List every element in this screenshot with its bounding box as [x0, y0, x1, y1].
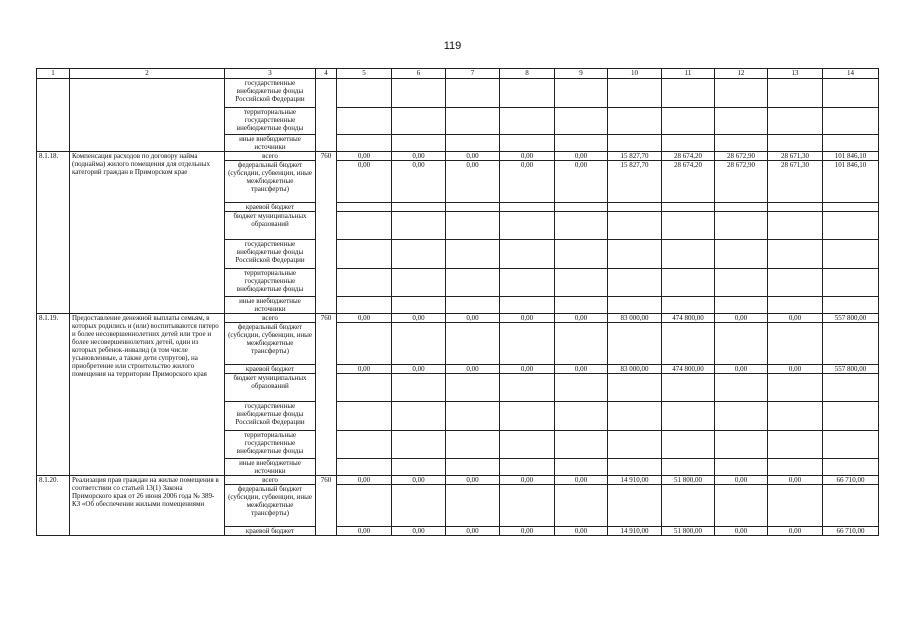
empty-cell [608, 240, 662, 269]
empty-cell [768, 297, 823, 314]
empty-cell [500, 79, 555, 108]
value-cell: 0,00 [555, 365, 608, 374]
value-cell: 0,00 [768, 365, 823, 374]
empty-cell [768, 323, 823, 365]
col-header: 12 [715, 69, 768, 79]
value-cell: 0,00 [555, 527, 608, 536]
value-cell: 83 000,00 [608, 365, 662, 374]
empty-cell [823, 459, 879, 476]
table-row [37, 314, 879, 323]
grbs-code: 760 [316, 152, 337, 314]
col-header: 3 [225, 69, 316, 79]
empty-cell [555, 240, 608, 269]
value-cell: 15 827,70 [608, 161, 662, 203]
empty-cell [608, 374, 662, 402]
funding-source: краевой бюджет [225, 365, 316, 374]
empty-cell [662, 485, 715, 527]
empty-cell [823, 374, 879, 402]
empty-cell [768, 135, 823, 152]
col-header: 6 [392, 69, 446, 79]
empty-cell [768, 108, 823, 135]
empty-cell [823, 485, 879, 527]
grbs-code: 760 [316, 314, 337, 476]
value-cell: 28 671,30 [768, 152, 823, 161]
col-header: 2 [70, 69, 225, 79]
table-row [37, 152, 879, 161]
value-cell: 83 000,00 [608, 314, 662, 323]
empty-cell [823, 269, 879, 297]
empty-cell [555, 402, 608, 431]
value-cell: 557 800,00 [823, 314, 879, 323]
empty-cell [608, 431, 662, 459]
empty-cell [823, 79, 879, 108]
empty-cell [768, 269, 823, 297]
empty-cell [608, 323, 662, 365]
value-cell: 0,00 [715, 476, 768, 485]
empty-cell [392, 135, 446, 152]
empty-cell [555, 203, 608, 212]
empty-cell [446, 323, 500, 365]
empty-cell [715, 203, 768, 212]
empty-cell [337, 402, 392, 431]
empty-cell [37, 79, 70, 152]
empty-cell [823, 135, 879, 152]
col-header: 1 [37, 69, 70, 79]
empty-cell [500, 297, 555, 314]
empty-cell [715, 269, 768, 297]
empty-cell [715, 108, 768, 135]
empty-cell [823, 431, 879, 459]
empty-cell [608, 203, 662, 212]
value-cell: 474 800,00 [662, 365, 715, 374]
value-cell: 0,00 [392, 152, 446, 161]
funding-source: государственные внебюджетные фонды Российской Федерации [225, 79, 316, 108]
value-cell: 28 674,20 [662, 161, 715, 203]
empty-cell [768, 212, 823, 240]
value-cell: 0,00 [500, 314, 555, 323]
empty-cell [555, 323, 608, 365]
value-cell: 0,00 [337, 527, 392, 536]
funding-source: федеральный бюджет (субсидии, субвенции, иные межбюджетные трансферты) [225, 323, 316, 365]
empty-cell [715, 79, 768, 108]
empty-cell [715, 374, 768, 402]
empty-cell [446, 212, 500, 240]
value-cell: 0,00 [555, 161, 608, 203]
empty-cell [662, 323, 715, 365]
financing-table [36, 68, 879, 536]
value-cell: 0,00 [555, 476, 608, 485]
empty-cell [446, 203, 500, 212]
empty-cell [555, 431, 608, 459]
value-cell: 0,00 [392, 161, 446, 203]
value-cell: 28 674,20 [662, 152, 715, 161]
col-header: 13 [768, 69, 823, 79]
empty-cell [823, 297, 879, 314]
funding-source: краевой бюджет [225, 203, 316, 212]
value-cell: 51 800,00 [662, 527, 715, 536]
empty-cell [337, 297, 392, 314]
empty-cell [608, 402, 662, 431]
empty-cell [715, 402, 768, 431]
value-cell: 14 910,00 [608, 476, 662, 485]
empty-cell [608, 297, 662, 314]
empty-cell [715, 212, 768, 240]
empty-cell [608, 269, 662, 297]
funding-source: федеральный бюджет (субсидии, субвенции, иные межбюджетные трансферты) [225, 485, 316, 527]
empty-cell [392, 374, 446, 402]
empty-cell [500, 374, 555, 402]
value-cell: 66 710,00 [823, 527, 879, 536]
empty-cell [337, 269, 392, 297]
value-cell: 0,00 [337, 152, 392, 161]
measure-name: Предоставление денежной выплаты семьям, в которых родились и (или) воспитываются пятеро и более несовершеннолетних детей или трое и более несовершеннолетних детей, один из которых ребенок-инвалид (в том числе усыновленные, а также дети супругов), на приобретение или строительство жилого помещения на территории Приморского края [70, 314, 225, 476]
empty-cell [446, 269, 500, 297]
page-number: 119 [443, 40, 462, 52]
empty-cell [768, 402, 823, 431]
empty-cell [823, 323, 879, 365]
empty-cell [608, 79, 662, 108]
empty-cell [392, 485, 446, 527]
empty-cell [555, 269, 608, 297]
value-cell: 0,00 [715, 365, 768, 374]
funding-source: иные внебюджетные источники [225, 135, 316, 152]
grbs-code: 760 [316, 476, 337, 536]
value-cell: 15 827,70 [608, 152, 662, 161]
funding-source: государственные внебюджетные фонды Российской Федерации [225, 240, 316, 269]
funding-source: бюджет муниципальных образований [225, 212, 316, 240]
empty-cell [446, 431, 500, 459]
empty-cell [555, 135, 608, 152]
empty-cell [823, 402, 879, 431]
value-cell: 0,00 [500, 365, 555, 374]
empty-cell [608, 459, 662, 476]
table-row [37, 79, 879, 108]
empty-cell [337, 79, 392, 108]
empty-cell [337, 431, 392, 459]
value-cell: 0,00 [446, 161, 500, 203]
value-cell: 0,00 [500, 152, 555, 161]
empty-cell [715, 459, 768, 476]
empty-cell [446, 135, 500, 152]
value-cell: 101 846,10 [823, 152, 879, 161]
empty-cell [555, 485, 608, 527]
funding-source: федеральный бюджет (субсидии, субвенции, иные межбюджетные трансферты) [225, 161, 316, 203]
empty-cell [337, 323, 392, 365]
value-cell: 0,00 [392, 527, 446, 536]
empty-cell [662, 135, 715, 152]
empty-cell [446, 240, 500, 269]
empty-cell [715, 135, 768, 152]
funding-source: иные внебюджетные источники [225, 459, 316, 476]
empty-cell [500, 240, 555, 269]
empty-cell [500, 323, 555, 365]
funding-source: всего [225, 314, 316, 323]
empty-cell [392, 431, 446, 459]
empty-cell [446, 297, 500, 314]
empty-cell [662, 297, 715, 314]
value-cell: 0,00 [768, 314, 823, 323]
value-cell: 14 910,00 [608, 527, 662, 536]
funding-source: всего [225, 152, 316, 161]
empty-cell [715, 297, 768, 314]
empty-cell [715, 323, 768, 365]
empty-cell [768, 459, 823, 476]
empty-cell [662, 459, 715, 476]
empty-cell [608, 212, 662, 240]
empty-cell [446, 79, 500, 108]
funding-source: бюджет муниципальных образований [225, 374, 316, 402]
empty-cell [500, 485, 555, 527]
empty-cell [392, 459, 446, 476]
measure-name: Компенсация расходов по договору найма (поднайма) жилого помещения для отдельных категорий граждан в Приморском крае [70, 152, 225, 314]
empty-cell [715, 485, 768, 527]
empty-cell [715, 431, 768, 459]
measure-code: 8.1.20. [37, 476, 70, 536]
empty-cell [337, 212, 392, 240]
empty-cell [337, 485, 392, 527]
value-cell: 0,00 [715, 314, 768, 323]
value-cell: 28 672,90 [715, 152, 768, 161]
empty-cell [500, 212, 555, 240]
col-header: 7 [446, 69, 500, 79]
empty-cell [337, 203, 392, 212]
empty-cell [446, 108, 500, 135]
empty-cell [446, 402, 500, 431]
empty-cell [446, 459, 500, 476]
measure-code: 8.1.19. [37, 314, 70, 476]
empty-cell [768, 485, 823, 527]
empty-cell [392, 79, 446, 108]
value-cell: 101 846,10 [823, 161, 879, 203]
empty-cell [446, 374, 500, 402]
empty-cell [768, 431, 823, 459]
value-cell: 0,00 [337, 476, 392, 485]
empty-cell [823, 212, 879, 240]
empty-cell [392, 402, 446, 431]
empty-cell [715, 240, 768, 269]
empty-cell [337, 240, 392, 269]
empty-cell [555, 459, 608, 476]
header-row [37, 69, 879, 79]
empty-cell [662, 431, 715, 459]
value-cell: 0,00 [500, 527, 555, 536]
value-cell: 0,00 [392, 314, 446, 323]
empty-cell [662, 212, 715, 240]
value-cell: 0,00 [446, 152, 500, 161]
funding-source: государственные внебюджетные фонды Российской Федерации [225, 402, 316, 431]
col-header: 5 [337, 69, 392, 79]
value-cell: 0,00 [768, 527, 823, 536]
empty-cell [768, 374, 823, 402]
funding-source: территориальные государственные внебюджетные фонды [225, 431, 316, 459]
value-cell: 0,00 [500, 476, 555, 485]
empty-cell [662, 402, 715, 431]
value-cell: 0,00 [446, 527, 500, 536]
funding-source: территориальные государственные внебюджетные фонды [225, 108, 316, 135]
value-cell: 0,00 [500, 161, 555, 203]
value-cell: 66 710,00 [823, 476, 879, 485]
empty-cell [555, 79, 608, 108]
empty-cell [500, 108, 555, 135]
empty-cell [662, 240, 715, 269]
funding-source: всего [225, 476, 316, 485]
col-header: 10 [608, 69, 662, 79]
empty-cell [500, 431, 555, 459]
empty-cell [316, 79, 337, 152]
table-row [37, 476, 879, 485]
empty-cell [392, 203, 446, 212]
value-cell: 0,00 [337, 314, 392, 323]
empty-cell [662, 203, 715, 212]
funding-source: краевой бюджет [225, 527, 316, 536]
empty-cell [337, 459, 392, 476]
empty-cell [662, 79, 715, 108]
value-cell: 0,00 [768, 476, 823, 485]
empty-cell [70, 79, 225, 152]
empty-cell [555, 374, 608, 402]
empty-cell [768, 240, 823, 269]
empty-cell [608, 135, 662, 152]
empty-cell [392, 297, 446, 314]
value-cell: 0,00 [392, 476, 446, 485]
measure-code: 8.1.18. [37, 152, 70, 314]
col-header: 9 [555, 69, 608, 79]
empty-cell [500, 203, 555, 212]
empty-cell [608, 108, 662, 135]
col-header: 11 [662, 69, 715, 79]
measure-name: Реализация прав граждан на жилые помещения в соответствии со статьей 13(1) Закона Приморского края от 26 июня 2006 года № 389-КЗ «Об обеспечении жилыми помещениями [70, 476, 225, 536]
empty-cell [500, 459, 555, 476]
empty-cell [555, 108, 608, 135]
empty-cell [500, 402, 555, 431]
empty-cell [392, 108, 446, 135]
empty-cell [337, 374, 392, 402]
empty-cell [823, 108, 879, 135]
empty-cell [392, 323, 446, 365]
empty-cell [662, 269, 715, 297]
value-cell: 28 672,90 [715, 161, 768, 203]
value-cell: 51 800,00 [662, 476, 715, 485]
empty-cell [337, 135, 392, 152]
value-cell: 557 800,00 [823, 365, 879, 374]
empty-cell [662, 108, 715, 135]
empty-cell [662, 374, 715, 402]
col-header: 14 [823, 69, 879, 79]
empty-cell [555, 212, 608, 240]
value-cell: 0,00 [392, 365, 446, 374]
col-header: 4 [316, 69, 337, 79]
value-cell: 28 671,30 [768, 161, 823, 203]
value-cell: 0,00 [337, 365, 392, 374]
value-cell: 0,00 [446, 476, 500, 485]
value-cell: 474 800,00 [662, 314, 715, 323]
empty-cell [446, 485, 500, 527]
funding-source: территориальные государственные внебюджетные фонды [225, 269, 316, 297]
empty-cell [768, 79, 823, 108]
empty-cell [823, 240, 879, 269]
empty-cell [392, 269, 446, 297]
value-cell: 0,00 [555, 314, 608, 323]
empty-cell [608, 485, 662, 527]
empty-cell [337, 108, 392, 135]
empty-cell [768, 203, 823, 212]
value-cell: 0,00 [555, 152, 608, 161]
empty-cell [500, 135, 555, 152]
value-cell: 0,00 [446, 365, 500, 374]
empty-cell [555, 297, 608, 314]
col-header: 8 [500, 69, 555, 79]
empty-cell [392, 240, 446, 269]
empty-cell [823, 203, 879, 212]
empty-cell [500, 269, 555, 297]
value-cell: 0,00 [446, 314, 500, 323]
value-cell: 0,00 [337, 161, 392, 203]
empty-cell [392, 212, 446, 240]
funding-source: иные внебюджетные источники [225, 297, 316, 314]
value-cell: 0,00 [715, 527, 768, 536]
